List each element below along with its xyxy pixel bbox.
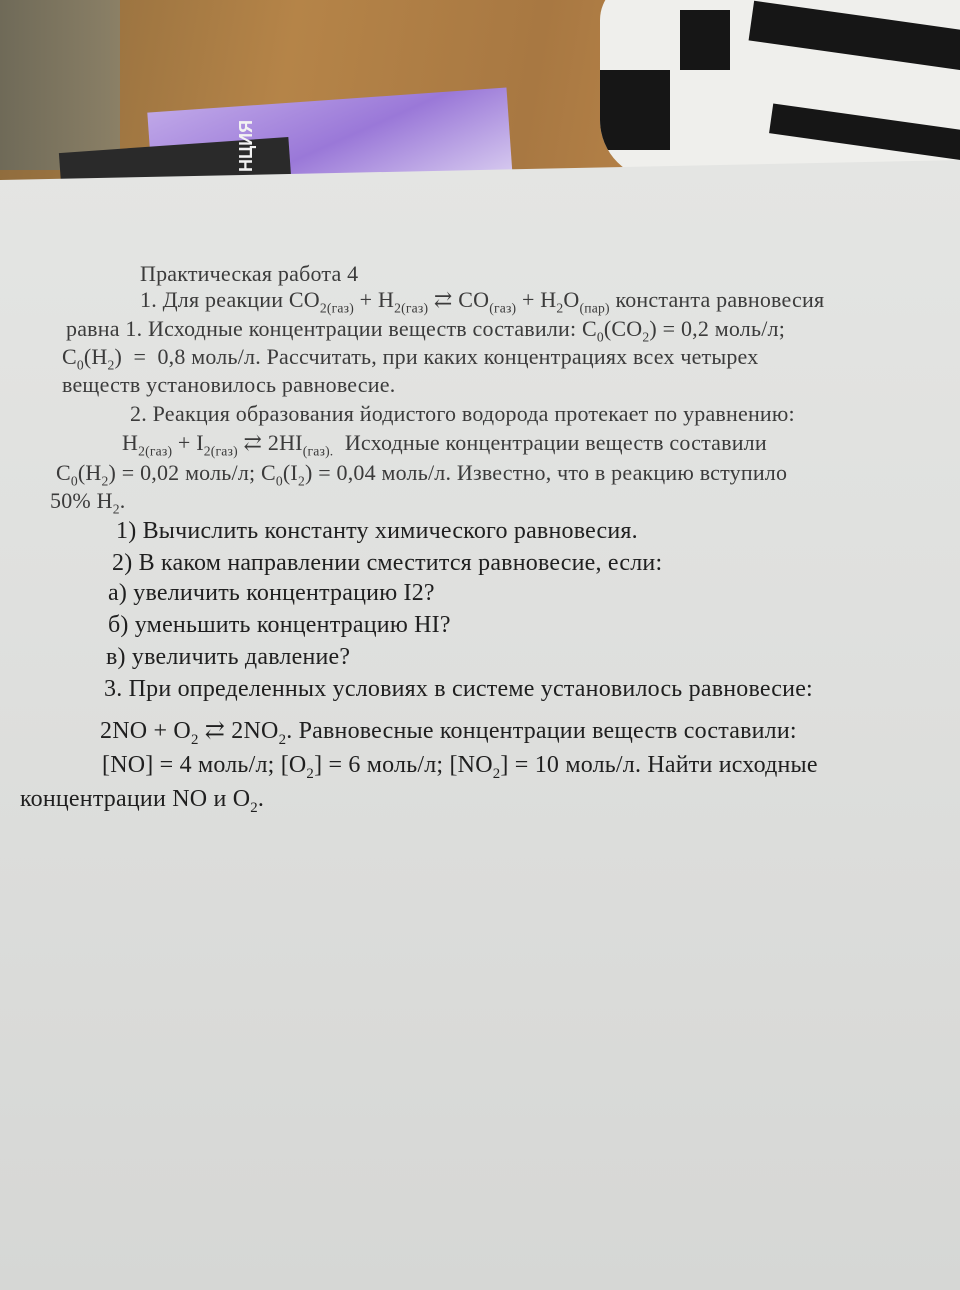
mug-stripe [769, 103, 960, 166]
mug-stripe [749, 1, 960, 80]
task1-line1: 1. Для реакции $CO_{2(газ)} + H_{2(газ)}$ ⇄ $CO_{(газ)} + H_2O_{(пар)}$ константа равновесия [140, 287, 825, 316]
task3-line4: концентрации NO и $O_2$. [20, 786, 265, 816]
task1-line3: $C_0(H_2) = 0,8$ моль/л. Рассчитать, при каких концентрациях всех четырех [62, 344, 759, 373]
document-title: Практическая работа 4 [140, 261, 359, 286]
mug-stripe [600, 70, 670, 150]
task1-line4: веществ установилось равновесие. [62, 372, 396, 397]
task2-question-a: а) увеличить концентрацию I2? [108, 580, 435, 606]
task2-line2: $H_{2(газ)} + I_{2(газ)}$ ⇄ $2HI_{(газ).}$ Исходные концентрации веществ составили [122, 430, 767, 459]
task2-question1: 1) Вычислить константу химического равновесия. [116, 518, 638, 544]
pouch-label: НЦИЯ [236, 119, 256, 172]
task3-line3: [NO] = 4 моль/л; $[O_2] = 6$ моль/л; $[NO_2] = 10$ моль/л. Найти исходные [102, 752, 818, 782]
task2-question2: 2) В каком направлении сместится равновесие, если: [112, 550, 663, 576]
task2-line4: 50% $H_2$. [50, 488, 126, 517]
task3-line2: $2NO + O_2$ ⇄ $2NO_2$. Равновесные концентрации веществ составили: [100, 718, 797, 748]
task2-question-c: в) увеличить давление? [106, 644, 351, 670]
task2-question-b: б) уменьшить концентрацию HI? [108, 612, 451, 638]
striped-mug [600, 0, 960, 180]
mug-stripe [680, 10, 730, 70]
shelf [0, 0, 120, 170]
task2-line3: $C_0(H_2) = 0,02$ моль/л; $C_0(I_2) = 0,04$ моль/л. Известно, что в реакцию вступило [56, 460, 788, 489]
task1-line2: равна 1. Исходные концентрации веществ составили: $C_0(CO_2) = 0,2$ моль/л; [66, 316, 786, 345]
task2-line1: 2. Реакция образования йодистого водорода протекает по уравнению: [130, 401, 795, 426]
task3-line1: 3. При определенных условиях в системе установилось равновесие: [104, 676, 813, 702]
